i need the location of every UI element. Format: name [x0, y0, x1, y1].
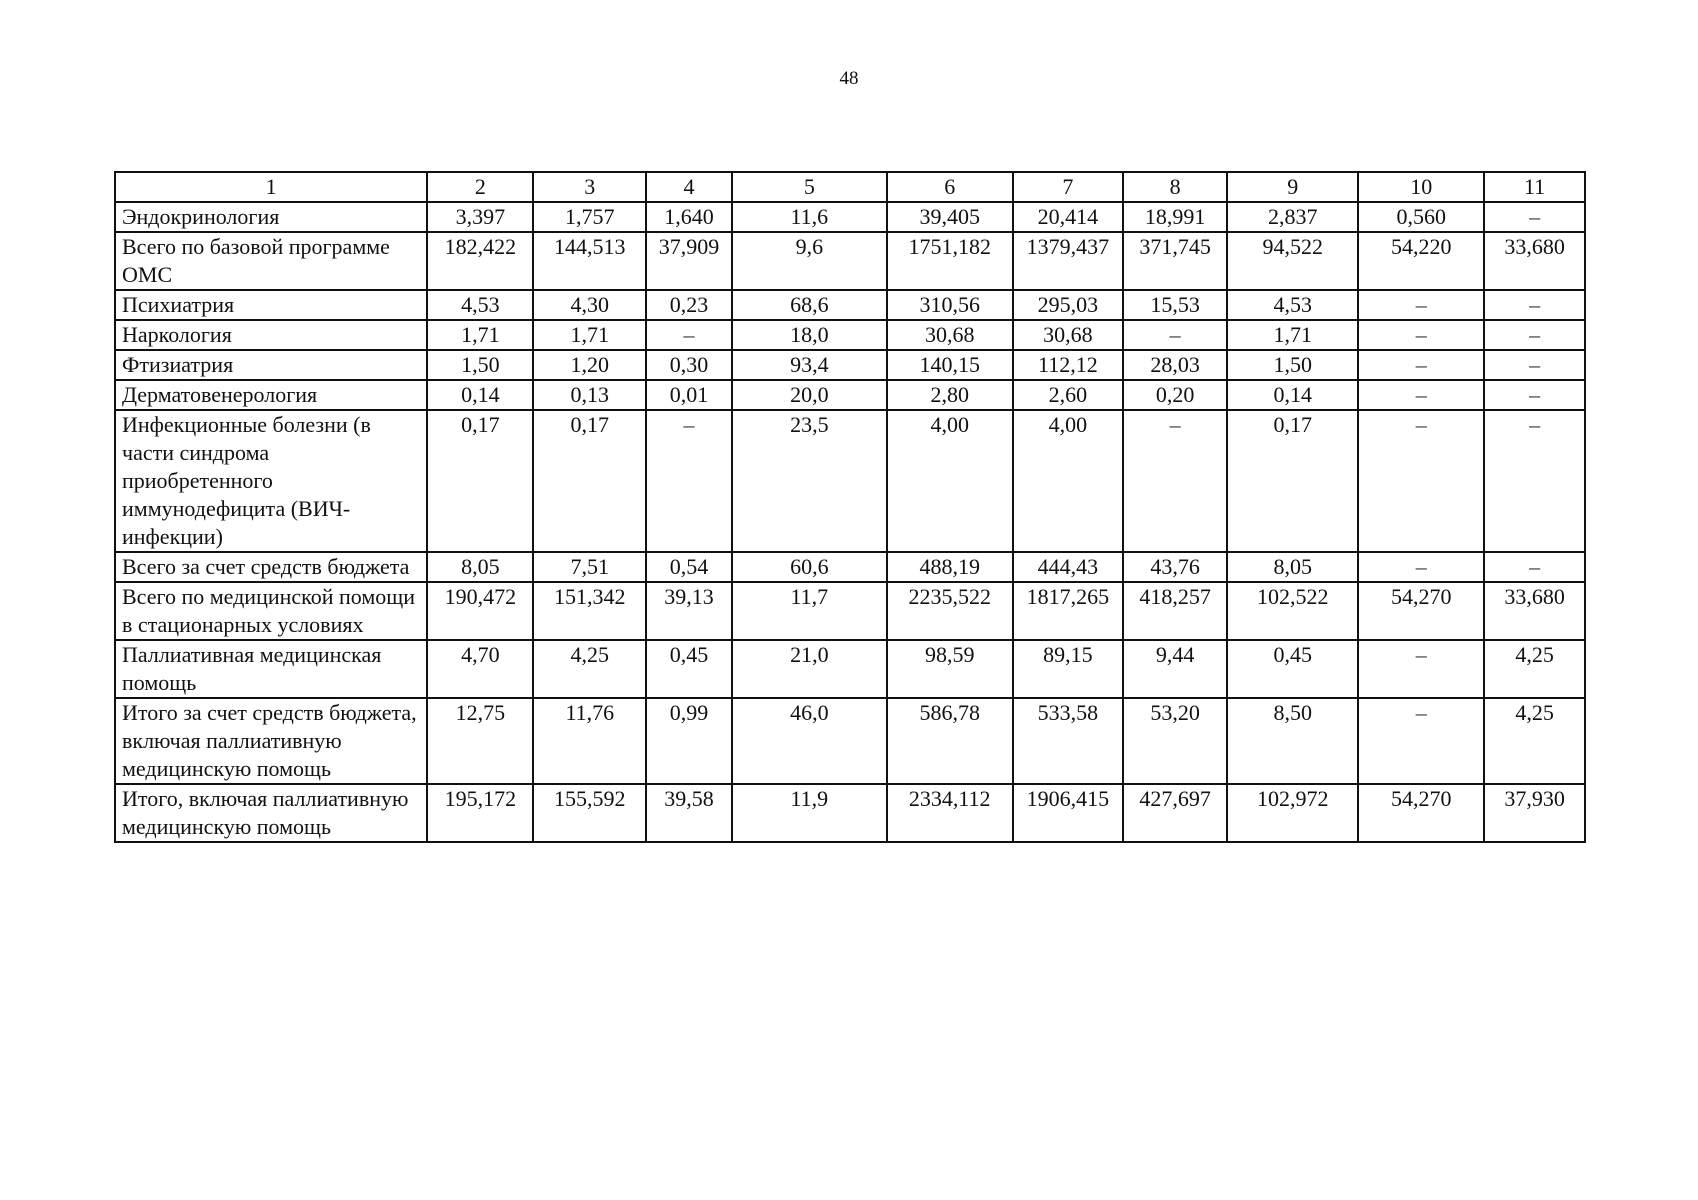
- value-cell: 39,58: [646, 784, 732, 842]
- column-number-cell: 5: [732, 172, 887, 202]
- table-row: [115, 410, 1585, 552]
- value-cell: 53,20: [1123, 698, 1227, 784]
- value-cell: 93,4: [732, 350, 887, 380]
- value-cell: –: [1358, 290, 1484, 320]
- value-cell: 11,7: [732, 582, 887, 640]
- value-cell: 8,50: [1227, 698, 1358, 784]
- value-cell: 2,60: [1013, 380, 1124, 410]
- value-cell: 3,397: [427, 202, 533, 232]
- column-number-cell: 4: [646, 172, 732, 202]
- value-cell: 1,71: [1227, 320, 1358, 350]
- header-row: [115, 172, 1585, 202]
- value-cell: –: [1484, 552, 1585, 582]
- column-number-cell: 1: [115, 172, 427, 202]
- value-cell: 0,45: [646, 640, 732, 698]
- value-cell: 0,54: [646, 552, 732, 582]
- value-cell: 94,522: [1227, 232, 1358, 290]
- value-cell: 2,837: [1227, 202, 1358, 232]
- value-cell: –: [1123, 320, 1227, 350]
- value-cell: 0,30: [646, 350, 732, 380]
- value-cell: 4,53: [1227, 290, 1358, 320]
- table-row: [115, 320, 1585, 350]
- value-cell: 418,257: [1123, 582, 1227, 640]
- value-cell: 2,80: [887, 380, 1013, 410]
- table-row: [115, 640, 1585, 698]
- column-number-cell: 3: [533, 172, 646, 202]
- row-label: Психиатрия: [115, 290, 427, 320]
- value-cell: 4,25: [1484, 640, 1585, 698]
- value-cell: 4,25: [533, 640, 646, 698]
- row-label: Инфекционные болезни (в части синдрома приобретенного иммунодефицита (ВИЧ-инфекции): [115, 410, 427, 552]
- table-row: [115, 552, 1585, 582]
- value-cell: –: [1358, 552, 1484, 582]
- value-cell: 0,20: [1123, 380, 1227, 410]
- value-cell: 0,17: [427, 410, 533, 552]
- value-cell: –: [646, 320, 732, 350]
- value-cell: 1,757: [533, 202, 646, 232]
- table-row: [115, 290, 1585, 320]
- value-cell: 4,00: [887, 410, 1013, 552]
- value-cell: 371,745: [1123, 232, 1227, 290]
- value-cell: 89,15: [1013, 640, 1124, 698]
- value-cell: 2334,112: [887, 784, 1013, 842]
- value-cell: 0,45: [1227, 640, 1358, 698]
- table-row: [115, 582, 1585, 640]
- value-cell: 0,01: [646, 380, 732, 410]
- value-cell: 1,50: [1227, 350, 1358, 380]
- value-cell: 1,71: [427, 320, 533, 350]
- value-cell: –: [1358, 640, 1484, 698]
- page-number: 48: [839, 68, 859, 89]
- value-cell: 11,6: [732, 202, 887, 232]
- row-label: Паллиативная медицинская помощь: [115, 640, 427, 698]
- value-cell: –: [646, 410, 732, 552]
- value-cell: 98,59: [887, 640, 1013, 698]
- value-cell: 0,17: [1227, 410, 1358, 552]
- value-cell: –: [1484, 380, 1585, 410]
- value-cell: 4,25: [1484, 698, 1585, 784]
- value-cell: 1906,415: [1013, 784, 1124, 842]
- value-cell: 0,560: [1358, 202, 1484, 232]
- value-cell: 488,19: [887, 552, 1013, 582]
- value-cell: 144,513: [533, 232, 646, 290]
- table-row: [115, 784, 1585, 842]
- row-label: Итого за счет средств бюджета, включая паллиативную медицинскую помощь: [115, 698, 427, 784]
- value-cell: 190,472: [427, 582, 533, 640]
- value-cell: 151,342: [533, 582, 646, 640]
- value-cell: 1817,265: [1013, 582, 1124, 640]
- value-cell: 8,05: [427, 552, 533, 582]
- value-cell: 1751,182: [887, 232, 1013, 290]
- value-cell: 310,56: [887, 290, 1013, 320]
- row-label: Всего за счет средств бюджета: [115, 552, 427, 582]
- value-cell: 11,9: [732, 784, 887, 842]
- value-cell: 0,14: [427, 380, 533, 410]
- value-cell: 33,680: [1484, 232, 1585, 290]
- value-cell: 37,909: [646, 232, 732, 290]
- row-label: Всего по базовой программе ОМС: [115, 232, 427, 290]
- value-cell: 8,05: [1227, 552, 1358, 582]
- row-label: Итого, включая паллиативную медицинскую помощь: [115, 784, 427, 842]
- value-cell: 39,405: [887, 202, 1013, 232]
- value-cell: 112,12: [1013, 350, 1124, 380]
- value-cell: 155,592: [533, 784, 646, 842]
- value-cell: 182,422: [427, 232, 533, 290]
- value-cell: 54,220: [1358, 232, 1484, 290]
- column-number-cell: 6: [887, 172, 1013, 202]
- value-cell: 4,30: [533, 290, 646, 320]
- value-cell: 68,6: [732, 290, 887, 320]
- value-cell: 60,6: [732, 552, 887, 582]
- value-cell: 9,44: [1123, 640, 1227, 698]
- column-number-cell: 8: [1123, 172, 1227, 202]
- value-cell: –: [1358, 380, 1484, 410]
- value-cell: 21,0: [732, 640, 887, 698]
- value-cell: 9,6: [732, 232, 887, 290]
- value-cell: 0,14: [1227, 380, 1358, 410]
- data-table: [114, 171, 1586, 843]
- value-cell: 102,972: [1227, 784, 1358, 842]
- value-cell: 12,75: [427, 698, 533, 784]
- value-cell: 11,76: [533, 698, 646, 784]
- value-cell: 46,0: [732, 698, 887, 784]
- value-cell: 533,58: [1013, 698, 1124, 784]
- value-cell: 43,76: [1123, 552, 1227, 582]
- column-number-cell: 10: [1358, 172, 1484, 202]
- column-number-cell: 7: [1013, 172, 1124, 202]
- value-cell: 140,15: [887, 350, 1013, 380]
- column-number-cell: 11: [1484, 172, 1585, 202]
- value-cell: 1,71: [533, 320, 646, 350]
- value-cell: 0,13: [533, 380, 646, 410]
- value-cell: 20,414: [1013, 202, 1124, 232]
- value-cell: 0,23: [646, 290, 732, 320]
- column-number-cell: 2: [427, 172, 533, 202]
- value-cell: –: [1484, 320, 1585, 350]
- value-cell: 4,00: [1013, 410, 1124, 552]
- value-cell: 30,68: [887, 320, 1013, 350]
- value-cell: 0,99: [646, 698, 732, 784]
- value-cell: 427,697: [1123, 784, 1227, 842]
- table-row: [115, 232, 1585, 290]
- value-cell: 0,17: [533, 410, 646, 552]
- value-cell: 295,03: [1013, 290, 1124, 320]
- value-cell: –: [1358, 698, 1484, 784]
- value-cell: –: [1358, 410, 1484, 552]
- value-cell: 18,991: [1123, 202, 1227, 232]
- value-cell: –: [1484, 290, 1585, 320]
- table-body: [115, 172, 1585, 842]
- value-cell: 1,640: [646, 202, 732, 232]
- table-row: [115, 350, 1585, 380]
- value-cell: 54,270: [1358, 582, 1484, 640]
- value-cell: 195,172: [427, 784, 533, 842]
- row-label: Фтизиатрия: [115, 350, 427, 380]
- value-cell: 37,930: [1484, 784, 1585, 842]
- value-cell: 4,70: [427, 640, 533, 698]
- value-cell: 586,78: [887, 698, 1013, 784]
- value-cell: 18,0: [732, 320, 887, 350]
- row-label: Наркология: [115, 320, 427, 350]
- value-cell: –: [1358, 350, 1484, 380]
- value-cell: 39,13: [646, 582, 732, 640]
- value-cell: 54,270: [1358, 784, 1484, 842]
- value-cell: 28,03: [1123, 350, 1227, 380]
- value-cell: –: [1123, 410, 1227, 552]
- value-cell: 20,0: [732, 380, 887, 410]
- value-cell: 33,680: [1484, 582, 1585, 640]
- value-cell: 1379,437: [1013, 232, 1124, 290]
- value-cell: 4,53: [427, 290, 533, 320]
- column-number-cell: 9: [1227, 172, 1358, 202]
- value-cell: 1,20: [533, 350, 646, 380]
- value-cell: –: [1484, 202, 1585, 232]
- value-cell: 15,53: [1123, 290, 1227, 320]
- value-cell: 23,5: [732, 410, 887, 552]
- row-label: Дерматовенерология: [115, 380, 427, 410]
- value-cell: 30,68: [1013, 320, 1124, 350]
- value-cell: 444,43: [1013, 552, 1124, 582]
- value-cell: 102,522: [1227, 582, 1358, 640]
- table-row: [115, 698, 1585, 784]
- value-cell: –: [1484, 350, 1585, 380]
- value-cell: –: [1358, 320, 1484, 350]
- table-row: [115, 380, 1585, 410]
- row-label: Эндокринология: [115, 202, 427, 232]
- row-label: Всего по медицинской помощи в стационарных условиях: [115, 582, 427, 640]
- table-row: [115, 202, 1585, 232]
- value-cell: 1,50: [427, 350, 533, 380]
- value-cell: 7,51: [533, 552, 646, 582]
- value-cell: 2235,522: [887, 582, 1013, 640]
- value-cell: –: [1484, 410, 1585, 552]
